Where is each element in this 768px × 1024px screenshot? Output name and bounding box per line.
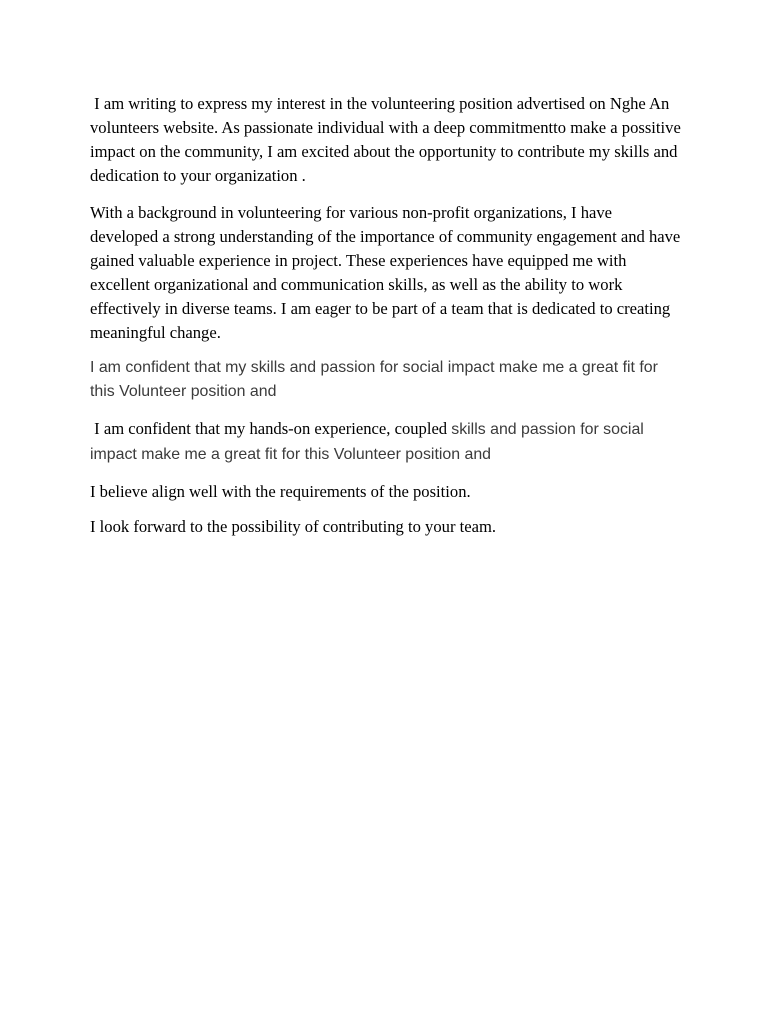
paragraph-interest: I am writing to express my interest in the volunteering position advertised on Nghe An volunteers website. As passionate individual with a deep commitmentto make a possitive impact on the community, I am excited about the opportunity to contribute my skills and dedication to your organization .	[90, 94, 685, 185]
paragraph-confident-serif-part: I am confident that my hands-on experience, coupled	[90, 419, 452, 438]
document-page	[90, 92, 685, 539]
paragraph-confident-sans: I am confident that my skills and passion for social impact make me a great fit for this Volunteer position and	[90, 359, 658, 400]
paragraph-background: With a background in volunteering for various non-profit organizations, I have developed a strong understanding of the importance of community engagement and have gained valuable experience in project. These experiences have equipped me with excellent organizational and communication skills, as well as the ability to work effectively in diverse teams. I am eager to be part of a team that is dedicated to creating meaningful change.	[90, 203, 681, 342]
paragraph-align: I believe align well with the requirements of the position.	[90, 482, 471, 501]
paragraph-closing: I look forward to the possibility of contributing to your team.	[90, 517, 497, 536]
paragraph-confident-sans-part: skills and passion for social impact make me a great fit for this Volunteer position and	[90, 421, 649, 463]
paragraph-confident-mixed	[90, 417, 682, 467]
